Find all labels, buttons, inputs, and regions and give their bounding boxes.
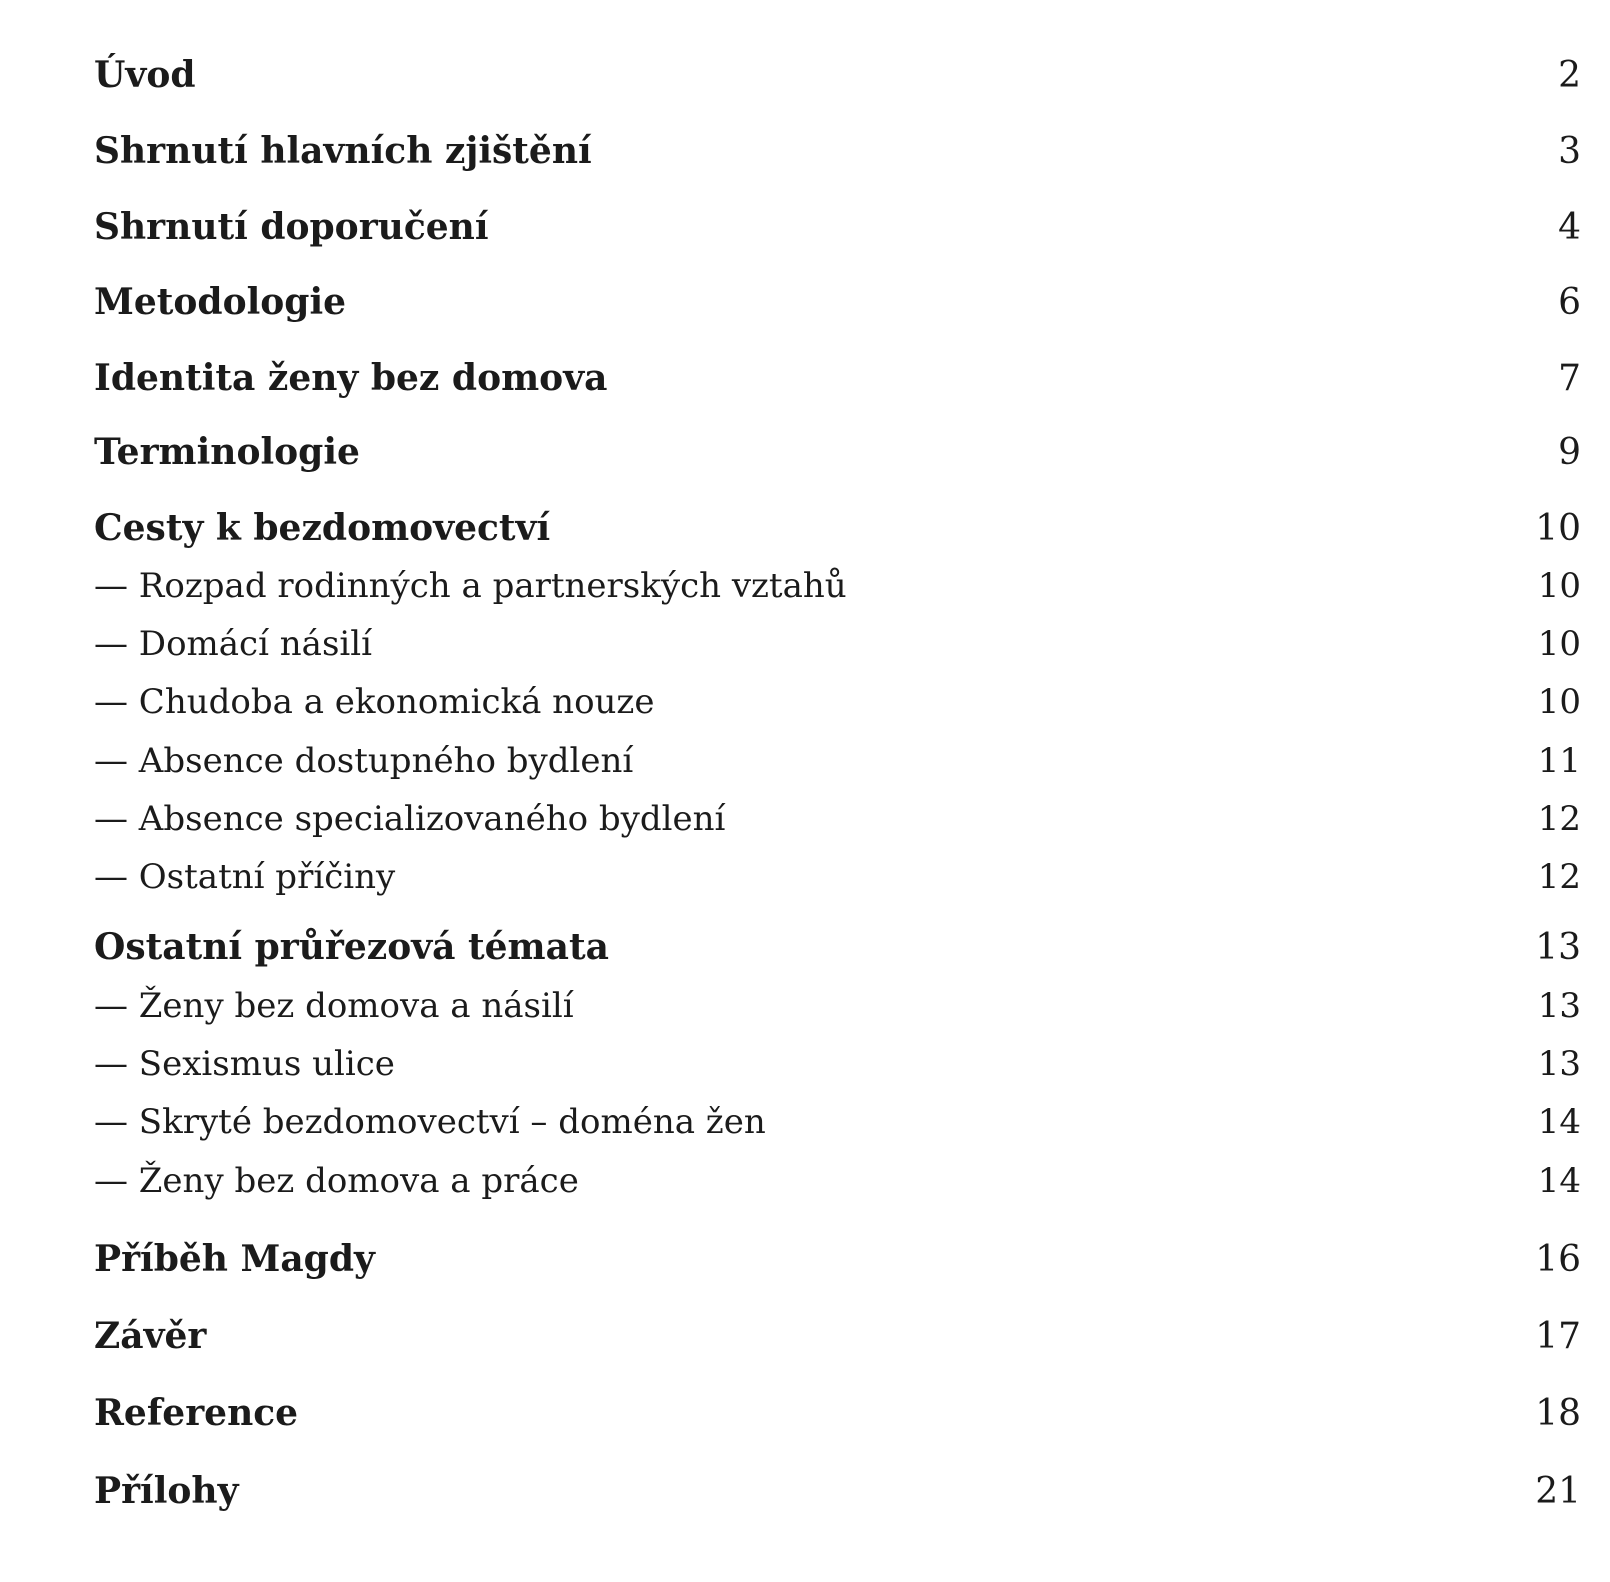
toc-entry-label: — Ženy bez domova a práce: [94, 1161, 579, 1201]
toc-entry-label: Závěr: [94, 1315, 207, 1357]
toc-entry-shrnuti-zjisteni[interactable]: [94, 130, 1581, 172]
toc-entry-page: 9: [1558, 432, 1581, 473]
toc-entry-shrnuti-doporuceni[interactable]: [94, 206, 1581, 248]
toc-entry-label: — Domácí násilí: [94, 624, 373, 664]
toc-entry-reference[interactable]: [94, 1392, 1581, 1434]
toc-entry-prurezova-temata[interactable]: [94, 926, 1581, 968]
toc-entry-uvod[interactable]: [94, 54, 1581, 96]
toc-entry-pribeh-magdy[interactable]: [94, 1238, 1581, 1280]
toc-entry-label: Terminologie: [94, 431, 360, 473]
toc-entry-page: 14: [1537, 1161, 1581, 1201]
toc-entry-page: 13: [1535, 927, 1581, 968]
toc-entry-label: Cesty k bezdomovectví: [94, 507, 551, 549]
toc-entry-page: 10: [1537, 682, 1581, 722]
toc-entry-label: Ostatní průřezová témata: [94, 926, 609, 968]
toc-entry-terminologie[interactable]: [94, 431, 1581, 473]
toc-entry-metodologie[interactable]: [94, 281, 1581, 323]
toc-subentry-absence-specializovaneho[interactable]: [94, 799, 1581, 839]
toc-subentry-ostatni-priciny[interactable]: [94, 857, 1581, 897]
toc-subentry-domaci-nasili[interactable]: [94, 624, 1581, 664]
toc-entry-label: Příběh Magdy: [94, 1238, 375, 1280]
toc-entry-label: Reference: [94, 1392, 299, 1434]
toc-entry-prilohy[interactable]: [94, 1470, 1581, 1512]
toc-entry-page: 7: [1558, 358, 1581, 399]
toc-entry-cesty[interactable]: [94, 507, 1581, 549]
toc-entry-page: 11: [1537, 741, 1581, 781]
toc-entry-label: Shrnutí hlavních zjištění: [94, 130, 592, 172]
toc-entry-label: Shrnutí doporučení: [94, 206, 489, 248]
toc-entry-label: — Ostatní příčiny: [94, 857, 396, 897]
toc-entry-label: Přílohy: [94, 1470, 239, 1512]
toc-entry-label: — Ženy bez domova a násilí: [94, 986, 574, 1026]
toc-entry-page: 4: [1558, 207, 1581, 248]
toc-subentry-rozpad[interactable]: [94, 566, 1581, 606]
toc-entry-zaver[interactable]: [94, 1315, 1581, 1357]
toc-entry-page: 12: [1537, 857, 1581, 897]
toc-entry-label: — Skryté bezdomovectví – doména žen: [94, 1102, 766, 1142]
toc-entry-page: 6: [1558, 282, 1581, 323]
toc-entry-page: 10: [1535, 508, 1581, 549]
toc-entry-page: 18: [1535, 1393, 1581, 1434]
toc-entry-label: — Absence dostupného bydlení: [94, 741, 634, 781]
toc-subentry-skryte-bezdomovectvi[interactable]: [94, 1102, 1581, 1142]
toc-subentry-zeny-nasili[interactable]: [94, 986, 1581, 1026]
toc-entry-page: 13: [1537, 1044, 1581, 1084]
toc-subentry-chudoba[interactable]: [94, 682, 1581, 722]
toc-entry-page: 14: [1537, 1102, 1581, 1142]
toc-entry-page: 21: [1535, 1471, 1581, 1512]
toc-entry-page: 3: [1558, 131, 1581, 172]
toc-entry-label: — Rozpad rodinných a partnerských vztahů: [94, 566, 847, 606]
toc-entry-page: 10: [1537, 624, 1581, 664]
toc-subentry-zeny-prace[interactable]: [94, 1161, 1581, 1201]
toc-entry-page: 16: [1535, 1239, 1581, 1280]
toc-entry-label: Úvod: [94, 54, 196, 96]
toc-entry-page: 2: [1558, 55, 1581, 96]
toc-entry-label: — Sexismus ulice: [94, 1044, 395, 1084]
toc-entry-identita[interactable]: [94, 357, 1581, 399]
toc-entry-page: 10: [1537, 566, 1581, 606]
toc-entry-page: 17: [1535, 1316, 1581, 1357]
toc-entry-label: Metodologie: [94, 281, 347, 323]
toc-entry-label: — Chudoba a ekonomická nouze: [94, 682, 655, 722]
toc-subentry-sexismus[interactable]: [94, 1044, 1581, 1084]
toc-subentry-absence-dostupneho[interactable]: [94, 741, 1581, 781]
toc-entry-page: 12: [1537, 799, 1581, 839]
toc-entry-label: — Absence specializovaného bydlení: [94, 799, 726, 839]
toc-entry-label: Identita ženy bez domova: [94, 357, 608, 399]
toc-entry-page: 13: [1537, 986, 1581, 1026]
